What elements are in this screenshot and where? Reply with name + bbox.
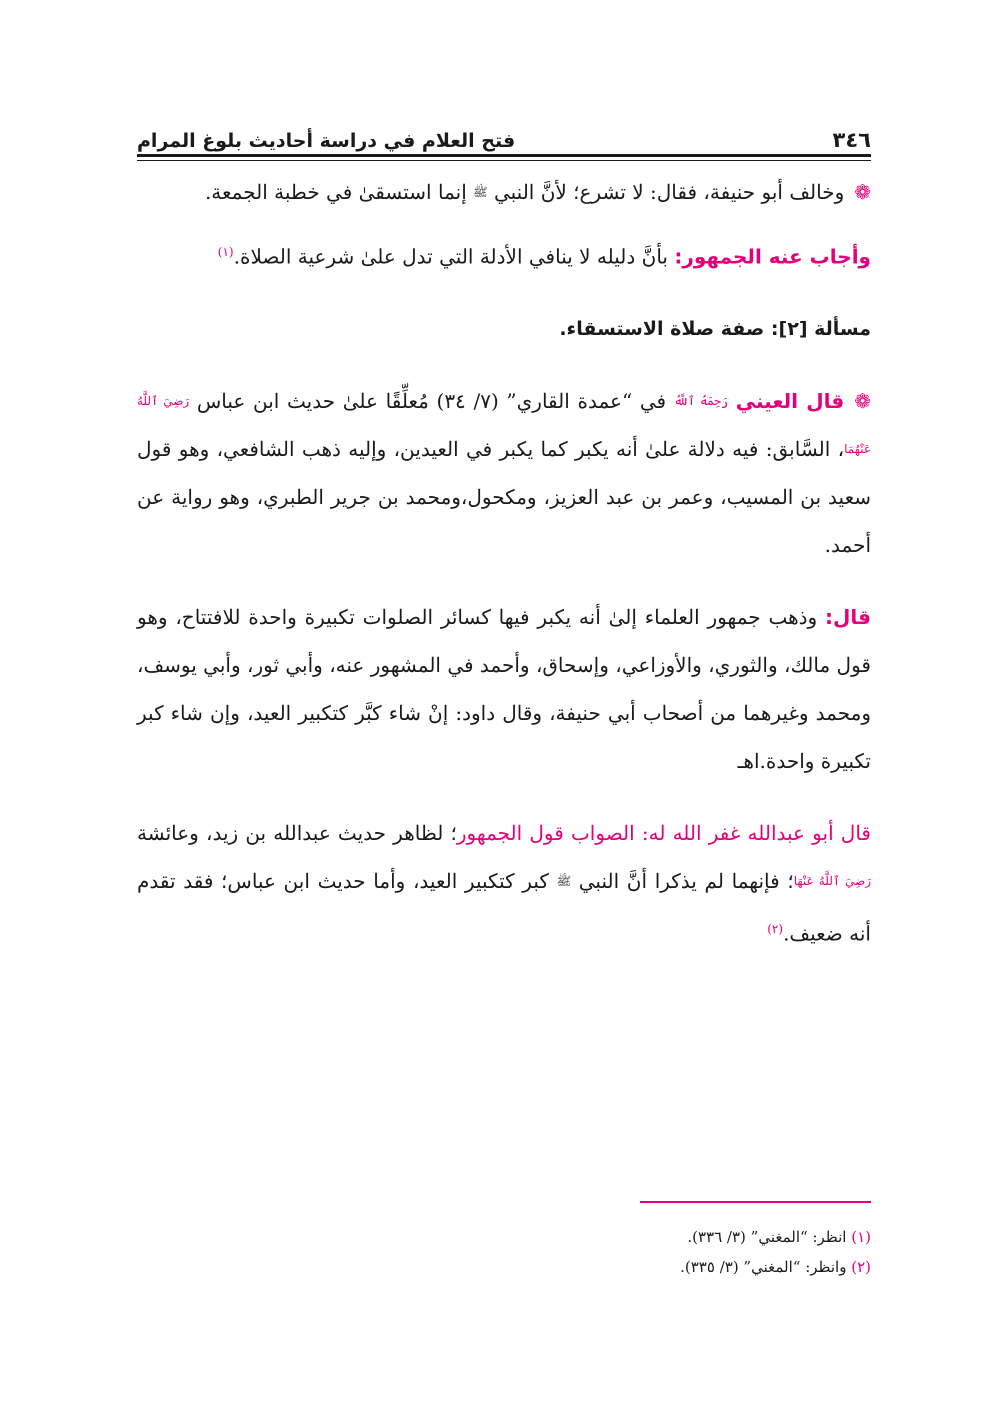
header-rule-thin xyxy=(137,160,871,161)
issue-heading: مسألة [٢]: صفة صلاة الاستسقاء. xyxy=(559,317,871,340)
salutation-honorific-2: ﷺ xyxy=(556,873,572,888)
footnotes xyxy=(271,1222,871,1282)
preferred-opinion: الصواب قول الجمهور xyxy=(456,820,635,845)
author-label: قال أبو عبدالله غفر الله له: xyxy=(641,820,871,845)
footnote-divider xyxy=(640,1201,871,1203)
paragraph-jumhur-view: قال: وذهب جمهور العلماء إلىٰ أنه يكبر فيها كسائر الصلوات تكبيرة واحدة للافتتاح، وهو قول مالك، والثوري، والأوزاعي، وإسحاق، وأحمد في المشهور عنه، وأبي ثور، وأبي يوسف، ومحمد وغيرهما من أصحاب أبي حنيفة، وقال داود: إنْ شاء كبَّر كتكبير العيد، وإن شاء كبر تكبيرة واحدة.اهـ xyxy=(137,604,871,773)
salutation-honorific: ﷺ xyxy=(473,185,488,199)
paragraph-jumhur-reply: وأجاب عنه الجمهور: بأنَّ دليله لا ينافي الأدلة التي تدل علىٰ شرعية الصلاة.$^{(١)}$ xyxy=(217,244,871,269)
footnote-ref-1: (١) xyxy=(217,245,234,259)
paragraph-al-ayni: ❁قال العيني $^{رَحِمَهُ ٱللَّهُ}$ في “عمدة القاري” (٧/ ٣٤) مُعلِّقًا علىٰ حديث ابن عباس $^{رَضِيَ ٱللَّهُ عَنْهُمَا}$، السَّابق: فيه دلالة علىٰ أنه يكبر كما يكبر في العيدين، وإليه ذهب الشافعي، وهو قول سعيد بن المسيب، وعمر بن عبد العزيز، ومكحول،ومحمد بن جرير الطبري، وهو رواية عن أحمد. xyxy=(137,388,871,557)
radiallahu-honorific: رَضِيَ ٱللَّهُ عَنْهُمَا xyxy=(137,393,871,456)
footnote-number: (٢) xyxy=(851,1258,871,1276)
footnote-number: (١) xyxy=(851,1228,871,1246)
footnote-text: انظر: “المغني” (٣/ ٣٣٦). xyxy=(687,1228,847,1246)
running-header xyxy=(137,118,871,152)
al-ayni-label: قال العيني xyxy=(735,388,845,413)
footnote-text: وانظر: “المغني” (٣/ ٣٣٥). xyxy=(680,1258,847,1276)
page-number: ٣٤٦ xyxy=(832,128,871,152)
flower-ornament-icon: ❁ xyxy=(854,180,871,204)
qala-label: قال: xyxy=(825,604,871,629)
radiallahu-anha-honorific: رَضِيَ ٱللَّهُ عَنْهَا xyxy=(793,873,872,888)
footnote-ref-2: (٢) xyxy=(767,921,784,936)
header-rule-thick xyxy=(137,154,871,157)
main-text xyxy=(137,168,871,981)
footnote-2 xyxy=(271,1252,871,1282)
reply-label: وأجاب عنه الجمهور: xyxy=(674,244,871,269)
rahimahullah-honorific: رَحِمَهُ ٱللَّهُ xyxy=(673,393,729,408)
paragraph-abu-hanifa: ❁وخالف أبو حنيفة، فقال: لا تشرع؛ لأنَّ النبي $^ﷺ$ إنما استسقىٰ في خطبة الجمعة. xyxy=(204,180,871,204)
book-title: فتح العلام في دراسة أحاديث بلوغ المرام xyxy=(137,130,516,152)
footnote-1 xyxy=(271,1222,871,1252)
flower-ornament-icon: ❁ xyxy=(854,388,871,413)
paragraph-author-opinion: قال أبو عبدالله غفر الله له: الصواب قول الجمهور؛ لظاهر حديث عبدالله بن زيد، وعائشة $^{رَضِيَ ٱللَّهُ عَنْهَا}$؛ فإنهما لم يذكرا أنَّ النبي $^ﷺ$ كبر كتكبير العيد، وأما حديث ابن عباس؛ فقد تقدم أنه ضعيف.$^{(٢)}$ xyxy=(137,820,872,946)
